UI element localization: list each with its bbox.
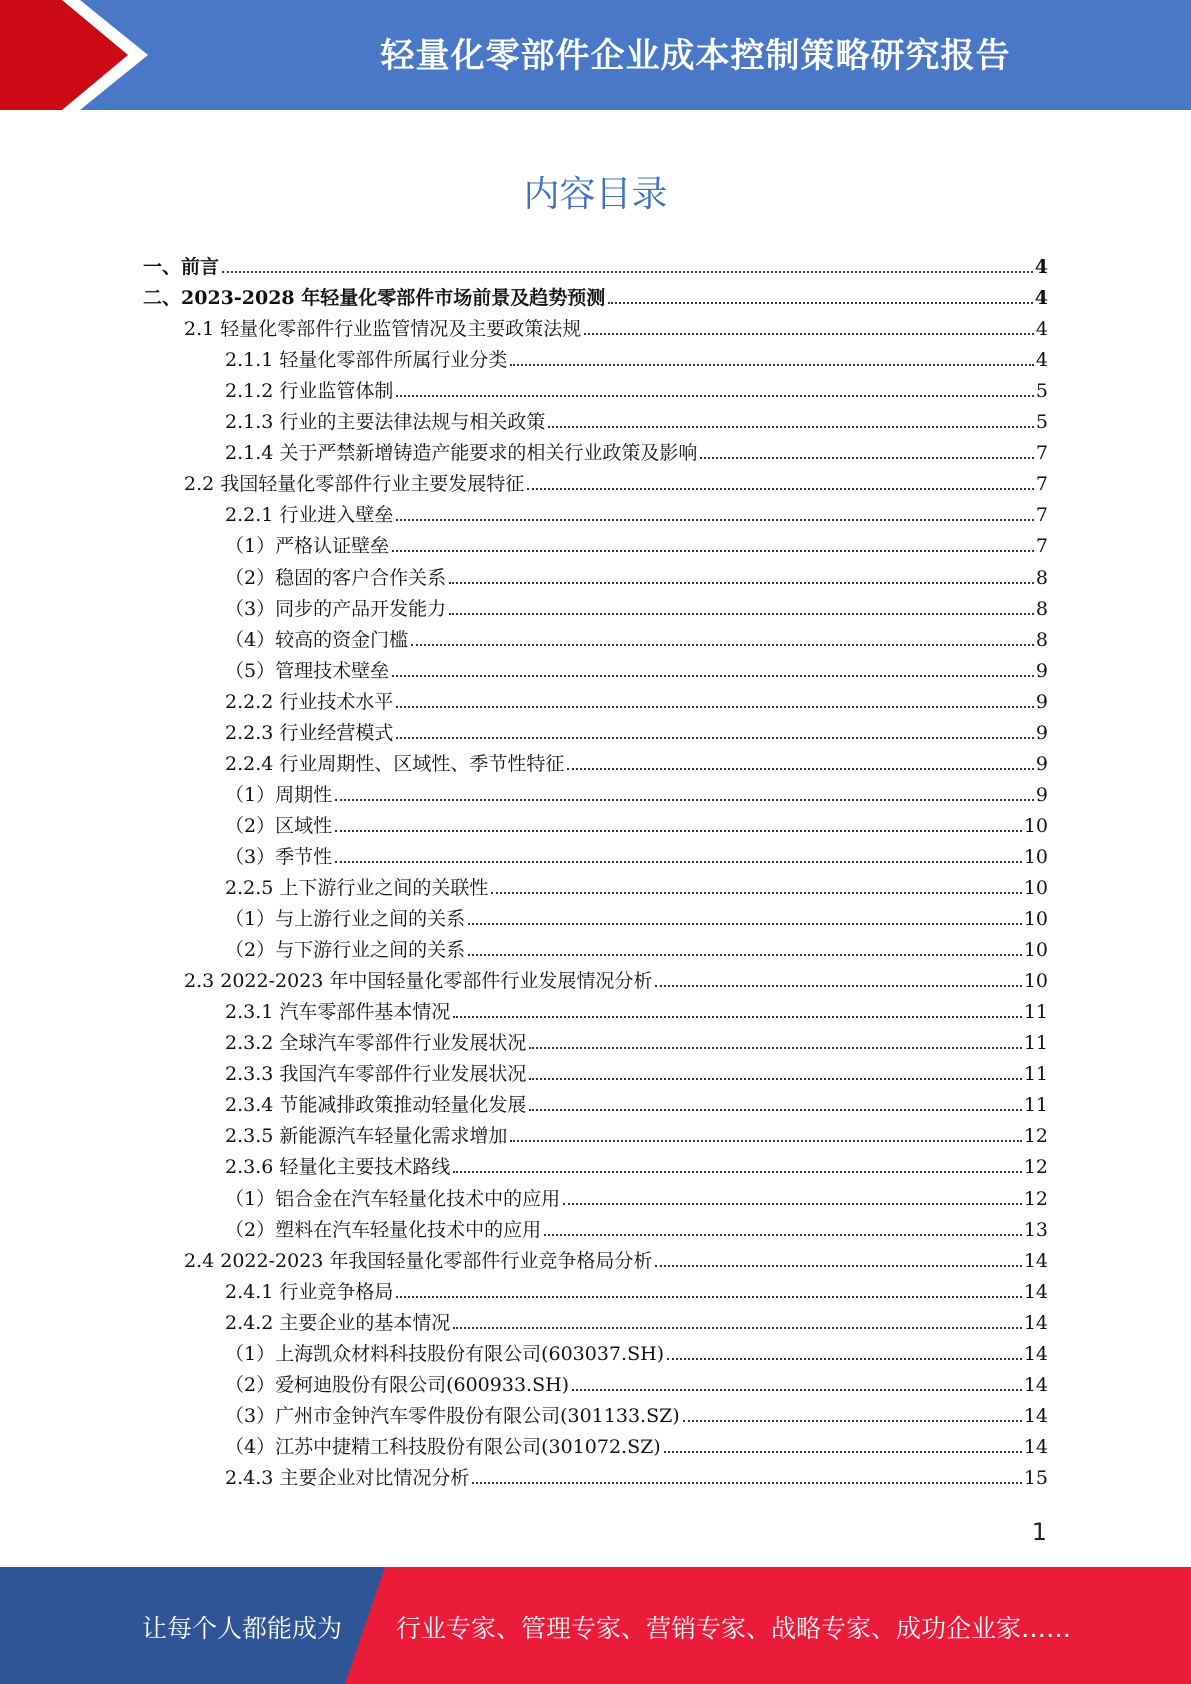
- toc-dot-leader: [491, 873, 1021, 894]
- toc-entry-label: 2.2.2 行业技术水平: [225, 690, 394, 713]
- toc-dot-leader: [655, 1246, 1021, 1267]
- footer-slogan-left: 让每个人都能成为: [142, 1614, 343, 1643]
- toc-entry[interactable]: [225, 1401, 1048, 1432]
- toc-entry-label: 2.1.2 行业监管体制: [225, 380, 394, 403]
- toc-dot-leader: [449, 594, 1034, 615]
- toc-entry-label: 2.4 2022-2023 年我国轻量化零部件行业竞争格局分析: [184, 1249, 653, 1272]
- toc-entry[interactable]: [225, 500, 1048, 531]
- toc-dot-leader: [510, 345, 1034, 366]
- toc-entry-label: 2.3.2 全球汽车零部件行业发展状况: [225, 1032, 527, 1055]
- toc-dot-leader: [572, 1370, 1022, 1391]
- toc-entry-label: （1）与上游行业之间的关系: [225, 908, 466, 931]
- page-number: 1: [1031, 1518, 1047, 1546]
- toc-dot-leader: [468, 935, 1022, 956]
- toc-entry-label: 2.4.3 主要企业对比情况分析: [225, 1466, 470, 1489]
- toc-entry-label: 2.4.1 行业竞争格局: [225, 1280, 394, 1303]
- toc-entry[interactable]: [225, 997, 1048, 1028]
- toc-dot-leader: [396, 718, 1034, 739]
- toc-entry[interactable]: [225, 625, 1048, 656]
- toc-entry[interactable]: [225, 1463, 1048, 1494]
- toc-entry-page: 4: [1035, 349, 1048, 372]
- toc-dot-leader: [529, 1059, 1021, 1080]
- toc-entry-page: 11: [1023, 1094, 1048, 1117]
- toc-dot-leader: [664, 1432, 1022, 1453]
- toc-entry-label: 2.3.1 汽车零部件基本情况: [225, 1001, 451, 1024]
- toc-entry-page: 14: [1023, 1342, 1048, 1365]
- toc-heading: 内容目录: [523, 174, 668, 215]
- toc-entry-page: 10: [1023, 877, 1048, 899]
- footer-band: [0, 1567, 1191, 1684]
- report-title: 轻量化零部件企业成本控制策略研究报告: [380, 36, 1011, 76]
- toc-entry-page: 9: [1035, 752, 1048, 775]
- toc-entry-page: 11: [1023, 1001, 1048, 1024]
- toc-entry-page: 10: [1023, 814, 1048, 837]
- toc-entry-label: 2.2.3 行业经营模式: [225, 721, 394, 744]
- toc-entry-label: （5）管理技术壁垒: [225, 659, 390, 682]
- toc-entry[interactable]: [225, 563, 1048, 594]
- toc-dot-leader: [567, 749, 1034, 770]
- toc-entry-page: 10: [1023, 970, 1048, 993]
- toc-entry-label: 2.2.1 行业进入壁垒: [225, 504, 394, 527]
- toc-dot-leader: [335, 842, 1022, 863]
- toc-entry[interactable]: [225, 1215, 1048, 1246]
- toc-entry-page: 8: [1035, 597, 1048, 620]
- toc-entry-page: 7: [1035, 442, 1048, 465]
- toc-entry[interactable]: [225, 1277, 1048, 1308]
- toc-entry[interactable]: [225, 1090, 1048, 1121]
- toc-entry-page: 7: [1035, 535, 1048, 558]
- toc-dot-leader: [527, 469, 1034, 490]
- toc-entry[interactable]: [225, 407, 1048, 438]
- toc-entry-page: 8: [1035, 628, 1048, 651]
- toc-dot-leader: [335, 780, 1034, 801]
- toc-entry[interactable]: [225, 780, 1048, 811]
- toc-entry-label: 2.2.5 上下游行业之间的关联性: [225, 877, 489, 899]
- toc-entry[interactable]: [225, 1028, 1048, 1059]
- toc-dot-leader: [396, 1277, 1021, 1298]
- toc-entry[interactable]: [225, 345, 1048, 376]
- toc-dot-leader: [548, 407, 1034, 428]
- toc-entry-label: （2）与下游行业之间的关系: [225, 939, 466, 962]
- toc-entry-label: 2.1.1 轻量化零部件所属行业分类: [225, 349, 508, 372]
- toc-entry[interactable]: [225, 1152, 1048, 1183]
- toc-dot-leader: [392, 656, 1034, 677]
- toc-entry[interactable]: [225, 811, 1048, 842]
- toc-entry-label: 一、前言: [143, 256, 220, 278]
- toc-entry-page: 14: [1023, 1373, 1048, 1396]
- toc-entry-page: 11: [1023, 1063, 1048, 1086]
- toc-dot-leader: [655, 966, 1021, 987]
- toc-entry[interactable]: [225, 1059, 1048, 1090]
- toc-entry[interactable]: [225, 687, 1048, 718]
- toc-dot-leader: [335, 811, 1022, 832]
- toc-dot-leader: [510, 1121, 1021, 1142]
- footer-slogan-right: 行业专家、管理专家、营销专家、战略专家、成功企业家……: [396, 1614, 1072, 1643]
- toc-dot-leader: [608, 283, 1033, 304]
- toc-entry-label: （1）上海凯众材料科技股份有限公司(603037.SH): [225, 1342, 665, 1365]
- toc-entry[interactable]: [143, 283, 1048, 314]
- toc-entry-label: 2.3.6 轻量化主要技术路线: [225, 1156, 451, 1179]
- toc-entry-page: 9: [1035, 659, 1048, 682]
- toc-entry-label: 2.3.4 节能减排政策推动轻量化发展: [225, 1094, 527, 1117]
- toc-entry-page: 9: [1035, 690, 1048, 713]
- toc-entry[interactable]: [225, 904, 1048, 935]
- toc-entry[interactable]: [225, 1432, 1048, 1463]
- chevron-arrow-icon: [0, 0, 160, 110]
- toc-entry-label: 2.2 我国轻量化零部件行业主要发展特征: [184, 473, 525, 496]
- toc-entry-page: 10: [1023, 845, 1048, 868]
- toc-entry-page: 11: [1023, 1032, 1048, 1055]
- toc-entry[interactable]: [184, 469, 1048, 500]
- toc-entry-page: 5: [1035, 380, 1048, 403]
- toc-entry[interactable]: [184, 1246, 1048, 1277]
- toc-entry-page: 9: [1035, 721, 1048, 744]
- toc-dot-leader: [468, 904, 1022, 925]
- toc-entry-label: （1）周期性: [225, 783, 333, 806]
- toc-entry-label: （4）较高的资金门槛: [225, 628, 409, 651]
- toc-entry[interactable]: [225, 842, 1048, 873]
- toc-entry[interactable]: [184, 966, 1048, 997]
- toc-entry-page: 9: [1035, 783, 1048, 806]
- toc-dot-leader: [449, 563, 1034, 584]
- toc-entry-page: 5: [1035, 411, 1048, 434]
- toc-entry[interactable]: [225, 718, 1048, 749]
- toc-entry-page: 12: [1023, 1125, 1048, 1148]
- toc-entry-label: （2）区域性: [225, 814, 333, 837]
- toc-entry-page: 12: [1023, 1187, 1048, 1210]
- toc-dot-leader: [396, 687, 1034, 708]
- toc-entry-page: 15: [1023, 1466, 1048, 1489]
- toc-entry-label: （1）严格认证壁垒: [225, 535, 390, 558]
- toc-entry-label: 2.3.5 新能源汽车轻量化需求增加: [225, 1125, 508, 1148]
- toc-entry[interactable]: [225, 1184, 1048, 1215]
- toc-entry[interactable]: [225, 935, 1048, 966]
- toc-dot-leader: [453, 1152, 1021, 1173]
- toc-entry-page: 12: [1023, 1156, 1048, 1179]
- toc-dot-leader: [529, 1090, 1021, 1111]
- toc-entry-page: 7: [1035, 473, 1048, 496]
- toc-entry-page: 13: [1023, 1218, 1048, 1241]
- toc-dot-leader: [563, 1184, 1022, 1205]
- toc-dot-leader: [584, 314, 1034, 335]
- toc-entry[interactable]: [225, 438, 1048, 469]
- toc-entry-label: （3）季节性: [225, 845, 333, 868]
- toc-entry-page: 4: [1034, 287, 1048, 310]
- toc-dot-leader: [396, 376, 1034, 397]
- toc-entry-page: 14: [1023, 1249, 1048, 1272]
- toc-entry-label: 2.3.3 我国汽车零部件行业发展状况: [225, 1063, 527, 1086]
- toc-entry-page: 8: [1035, 566, 1048, 589]
- toc-entry[interactable]: [225, 1339, 1048, 1370]
- toc-entry-label: （2）塑料在汽车轻量化技术中的应用: [225, 1218, 542, 1241]
- toc-entry-page: 4: [1035, 318, 1048, 341]
- toc-entry-label: （2）稳固的客户合作关系: [225, 566, 447, 589]
- toc-entry[interactable]: [225, 1121, 1048, 1152]
- toc-entry-label: 二、2023-2028 年轻量化零部件市场前景及趋势预测: [143, 287, 606, 310]
- toc-entry[interactable]: [225, 873, 1048, 904]
- toc-entry-label: （3）广州市金钟汽车零件股份有限公司(301133.SZ): [225, 1404, 680, 1427]
- toc-entry[interactable]: [225, 376, 1048, 407]
- toc-entry-page: 14: [1023, 1404, 1048, 1427]
- toc-entry-page: 10: [1023, 908, 1048, 931]
- toc-entry[interactable]: [225, 1370, 1048, 1401]
- toc-entry-page: 10: [1023, 939, 1048, 962]
- toc-dot-leader: [472, 1463, 1021, 1484]
- toc-entry-page: 14: [1023, 1435, 1048, 1458]
- toc-entry-label: （1）铝合金在汽车轻量化技术中的应用: [225, 1187, 561, 1210]
- toc-entry[interactable]: [225, 594, 1048, 625]
- toc-entry-label: 2.1.4 关于严禁新增铸造产能要求的相关行业政策及影响: [225, 442, 698, 465]
- toc-dot-leader: [700, 438, 1034, 459]
- toc-entry[interactable]: [184, 314, 1048, 345]
- toc-dot-leader: [529, 1028, 1021, 1049]
- toc-dot-leader: [222, 252, 1033, 273]
- toc-dot-leader: [453, 997, 1021, 1018]
- toc-entry[interactable]: [225, 1308, 1048, 1339]
- toc-entry-label: 2.2.4 行业周期性、区域性、季节性特征: [225, 752, 565, 775]
- toc-dot-leader: [667, 1339, 1022, 1360]
- toc-dot-leader: [396, 500, 1034, 521]
- toc-entry-label: 2.1 轻量化零部件行业监管情况及主要政策法规: [184, 318, 582, 341]
- toc-dot-leader: [453, 1308, 1021, 1329]
- toc-entry[interactable]: [225, 656, 1048, 687]
- toc-entry-label: （4）江苏中捷精工科技股份有限公司(301072.SZ): [225, 1435, 661, 1458]
- toc-entry[interactable]: [143, 252, 1048, 283]
- toc-dot-leader: [683, 1401, 1022, 1422]
- toc-dot-leader: [392, 531, 1034, 552]
- toc-dot-leader: [411, 625, 1034, 646]
- toc-entry-page: 14: [1023, 1280, 1048, 1303]
- toc-entry[interactable]: [225, 531, 1048, 562]
- toc-entry[interactable]: [225, 749, 1048, 780]
- toc-entry-label: 2.4.2 主要企业的基本情况: [225, 1311, 451, 1334]
- toc-entry-label: （2）爱柯迪股份有限公司(600933.SH): [225, 1373, 570, 1396]
- header-band: [0, 0, 1191, 110]
- toc-entry-label: 2.1.3 行业的主要法律法规与相关政策: [225, 411, 546, 434]
- toc-entry-label: 2.3 2022-2023 年中国轻量化零部件行业发展情况分析: [184, 970, 653, 993]
- toc-dot-leader: [544, 1215, 1022, 1236]
- toc-entry-page: 7: [1035, 504, 1048, 527]
- toc-entry-page: 14: [1023, 1311, 1048, 1334]
- toc-entry-page: 4: [1034, 256, 1048, 278]
- toc-entry-label: （3）同步的产品开发能力: [225, 597, 447, 620]
